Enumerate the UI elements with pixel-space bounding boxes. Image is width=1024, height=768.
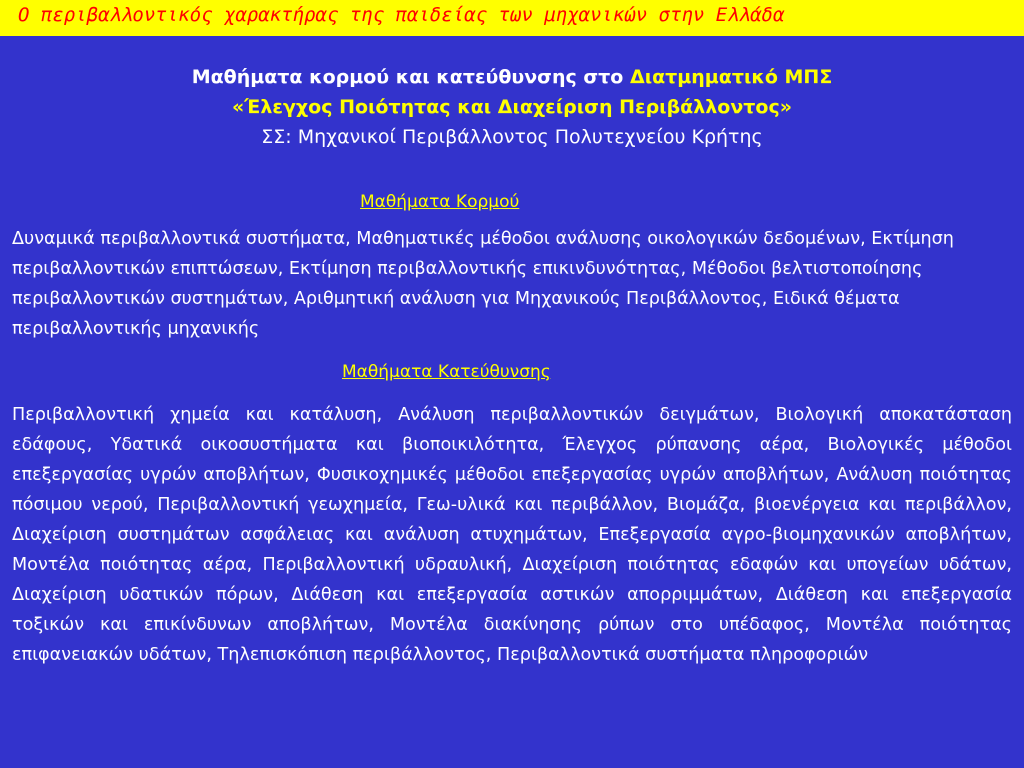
subtitle-line-1: [0, 66, 1024, 88]
direction-courses-text: Περιβαλλοντική χημεία και κατάλυση, Ανάλυση περιβαλλοντικών δειγμάτων, Βιολογική αποκατάσταση εδάφους, Υδατικά οικοσυστήματα και βιοποικιλότητα, Έλεγχος ρύπανσης αέρα, Βιολογικές μέθοδοι επεξεργασίας υγρών αποβλήτων, Φυσικοχημικές μέθοδοι επεξεργασίας υγρών αποβλήτων, Ανάλυση ποιότητας πόσιμου νερού, Περιβαλλοντική γεωχημεία, Γεω-υλικά και περιβάλλον, Βιομάζα, βιοενέργεια και περιβάλλον, Διαχείριση συστημάτων ασφάλειας και ανάλυση ατυχημάτων, Επεξεργασία αγρο-βιομηχανικών αποβλήτων, Μοντέλα ποιότητας αέρα, Περιβαλλοντική υδραυλική, Διαχείριση ποιότητας εδαφών και υπογείων υδάτων, Διαχείριση υδατικών πόρων, Διάθεση και επεξεργασία αστικών απορριμμάτων, Διάθεση και επεξεργασία τοξικών και επικίνδυνων αποβλήτων, Μοντέλα διακίνησης ρύπων στο υπέδαφος, Μοντέλα ποιότητας επιφανειακών υδάτων, Τηλεπισκόπιση περιβάλλοντος, Περιβαλλοντικά συστήματα πληροφοριών: [12, 405, 1012, 665]
subtitle-line-2: «Έλεγχος Ποιότητας και Διαχείριση Περιβάλλοντος»: [232, 96, 792, 118]
slide-title: Ο περιβαλλοντικός χαρακτήρας της παιδείας των μηχανικών στην Ελλάδα: [18, 4, 785, 26]
direction-courses-heading: Μαθήματα Κατεύθυνσης: [342, 362, 551, 382]
title-bar: [0, 0, 1024, 36]
core-courses-text: Δυναμικά περιβαλλοντικά συστήματα, Μαθηματικές μέθοδοι ανάλυσης οικολογικών δεδομένων, Εκτίμηση περιβαλλοντικών επιπτώσεων, Εκτίμηση περιβαλλοντικής επικινδυνότητας, Μέθοδοι βελτιστοποίησης περιβαλλοντικών συστημάτων, Αριθμητική ανάλυση για Μηχανικούς Περιβάλλοντος, Ειδικά θέματα περιβαλλοντικής μηχανικής: [12, 229, 954, 339]
subtitle-line-1-prefix: Μαθήματα κορμού και κατεύθυνσης στο: [191, 66, 630, 88]
subtitle-line-1-highlight: Διατμηματικό ΜΠΣ: [629, 66, 833, 88]
subtitle-line-3: ΣΣ: Μηχανικοί Περιβάλλοντος Πολυτεχνείου Κρήτης: [261, 126, 763, 148]
core-courses-heading: Μαθήματα Κορμού: [360, 192, 520, 212]
